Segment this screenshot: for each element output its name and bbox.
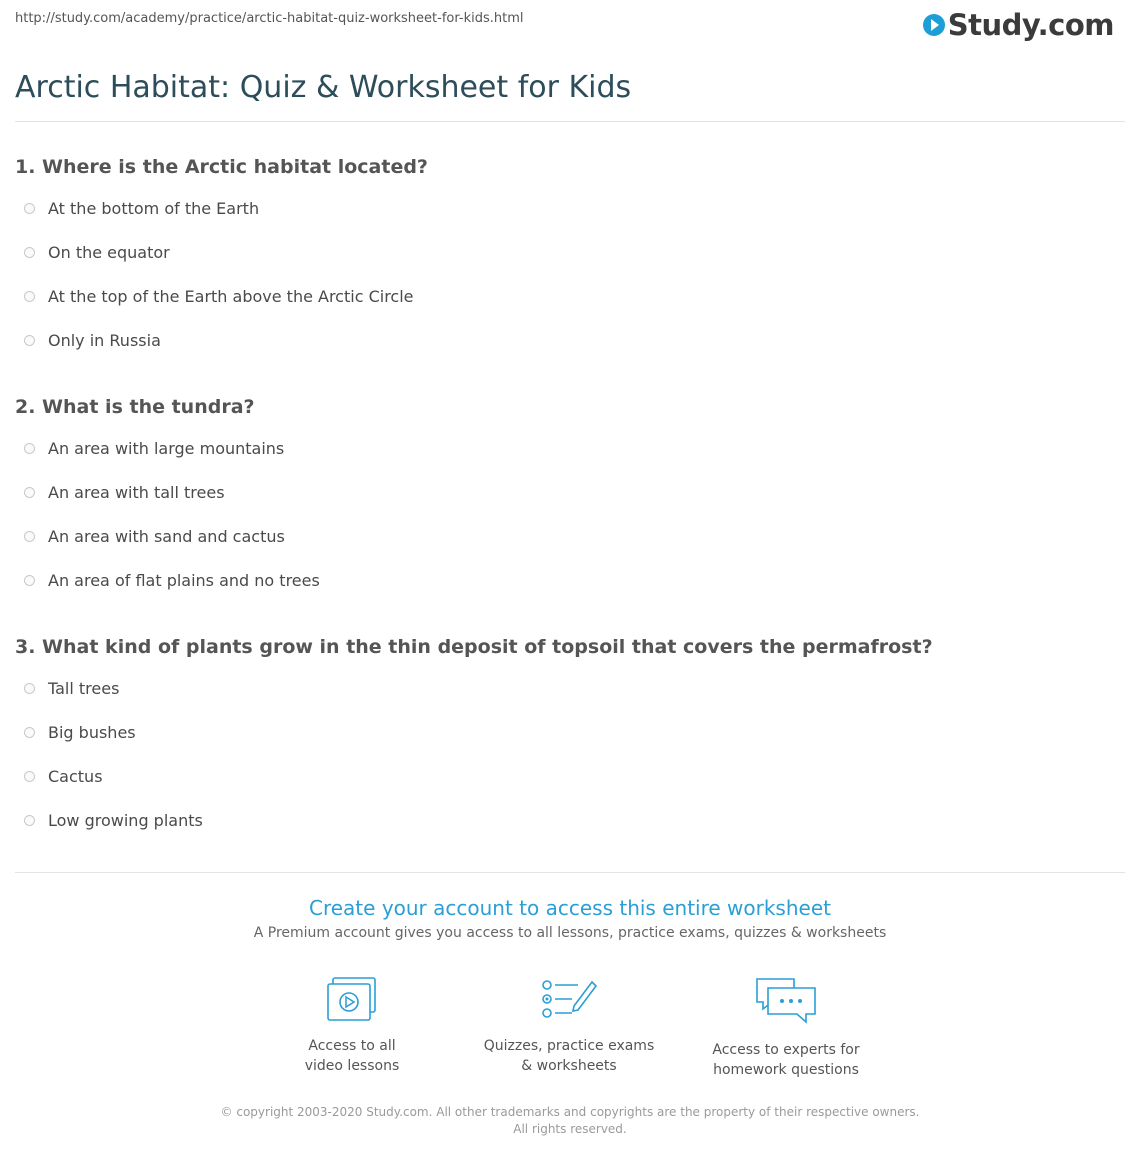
radio-button[interactable] (24, 771, 35, 782)
answer-option[interactable] (15, 230, 428, 274)
feature-label: homework questions (713, 1062, 859, 1078)
radio-button[interactable] (24, 443, 35, 454)
answer-option[interactable] (15, 666, 933, 710)
answer-label: An area with tall trees (48, 482, 225, 502)
study-logo[interactable] (923, 8, 1114, 42)
radio-button[interactable] (24, 203, 35, 214)
feature-video-lessons (262, 976, 442, 1076)
radio-button[interactable] (24, 683, 35, 694)
answer-label: At the top of the Earth above the Arctic Circle (48, 286, 414, 306)
page-title: Arctic Habitat: Quiz & Worksheet for Kids (15, 70, 632, 105)
radio-button[interactable] (24, 247, 35, 258)
question-text: 3. What kind of plants grow in the thin deposit of topsoil that covers the permafrost? (15, 636, 933, 658)
cta-subheading: A Premium account gives you access to all lessons, practice exams, quizzes & worksheets (253, 925, 887, 941)
answer-label: At the bottom of the Earth (48, 198, 260, 218)
answer-option[interactable] (15, 470, 320, 514)
answer-label: Tall trees (48, 678, 120, 698)
answer-label: Big bushes (48, 722, 136, 742)
feature-label: Access to experts for (712, 1042, 860, 1058)
radio-button[interactable] (24, 487, 35, 498)
feature-label: video lessons (304, 1058, 400, 1074)
feature-label: & worksheets (521, 1058, 617, 1074)
chat-bubbles-icon (754, 976, 818, 1026)
answer-label: Only in Russia (48, 330, 161, 350)
cta-heading[interactable]: Create your account to access this entire worksheet (309, 896, 831, 920)
answer-label: An area of flat plains and no trees (48, 570, 320, 590)
answer-option[interactable] (15, 186, 428, 230)
radio-button[interactable] (24, 291, 35, 302)
play-circle-icon (923, 14, 945, 36)
answer-label: Cactus (48, 766, 103, 786)
answer-label: Low growing plants (48, 810, 203, 830)
question-3 (15, 636, 933, 842)
video-lessons-icon (325, 976, 379, 1022)
answer-option[interactable] (15, 318, 428, 362)
radio-button[interactable] (24, 575, 35, 586)
cta-divider (15, 872, 1125, 873)
answer-option[interactable] (15, 798, 933, 842)
answer-option[interactable] (15, 710, 933, 754)
answer-option[interactable] (15, 558, 320, 602)
answer-option[interactable] (15, 754, 933, 798)
radio-button[interactable] (24, 815, 35, 826)
answer-label: On the equator (48, 242, 170, 262)
answer-option[interactable] (15, 426, 320, 470)
copyright-notice: © copyright 2003-2020 Study.com. All other trademarks and copyrights are the property of their respective owners. All rights reserved. (220, 1105, 920, 1136)
feature-label: Access to all (308, 1038, 396, 1054)
radio-button[interactable] (24, 335, 35, 346)
logo-text: Study.com (947, 8, 1114, 42)
answer-option[interactable] (15, 274, 428, 318)
question-1 (15, 156, 428, 362)
answer-label: An area with sand and cactus (48, 526, 285, 546)
feature-experts (696, 976, 876, 1080)
quiz-checklist-icon (540, 976, 598, 1022)
title-divider (15, 121, 1125, 122)
question-2 (15, 396, 320, 602)
feature-label: Quizzes, practice exams (483, 1038, 655, 1054)
question-text: 2. What is the tundra? (15, 396, 255, 418)
answer-option[interactable] (15, 514, 320, 558)
question-text: 1. Where is the Arctic habitat located? (15, 156, 428, 178)
page-url: http://study.com/academy/practice/arctic-habitat-quiz-worksheet-for-kids.html (15, 11, 524, 26)
answer-label: An area with large mountains (48, 438, 285, 458)
feature-quizzes (479, 976, 659, 1076)
radio-button[interactable] (24, 727, 35, 738)
radio-button[interactable] (24, 531, 35, 542)
